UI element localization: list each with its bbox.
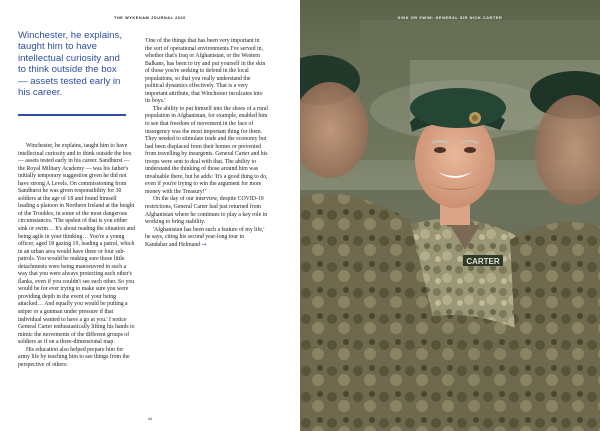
paragraph: Winchester, he explains, taught him to have intellectual curiosity and to think outside the box — assets tested early in his career. Sandhurst — the Royal Military Academy — was his father's initially temporary suggestion given he did not have strong A Levels. On commissioning from Sandhurst he was given responsibility for 30 soldiers at the age of 18 and found himself leading a platoon in Northern Ireland at the height of the Troubles, in some of the most dangerous circumstances. 'The upshot of that is you either sink or swim… It's about reading the situation and being agile in your thinking… You're a young officer, aged 18 gazing 19, leading a patrol, which in an urban area would have three or four sub-patrols. You would be making sure those little detachments were being manoeuvred in such a way that you were always protecting each other's flanks, even if you couldn't see each other. So you would be for ever trying to make sure you were providing depth in the event of your being attacked… And equally you would be putting a sniper or a gunman under pressure if that individual wanted to have a go at you.' I notice General Carter enthusiastically lifting his hands to mimic the movements of the different groups of soldiers as if on a three-dimensional map. xyxy=(18,143,135,346)
body-column-1 xyxy=(18,143,135,369)
photo-general-with-soldiers xyxy=(300,0,600,431)
pull-quote-rule xyxy=(18,114,126,116)
body-column-2 xyxy=(145,38,268,249)
paragraph: His education also helped prepare him for army life by teaching him to see things from the perspective of others: xyxy=(18,346,130,368)
paragraph: On the day of our interview, despite COVID-19 restrictions, General Carter had just returned from Afghanistan where he continues to play a key role in working to bring stability. xyxy=(145,196,268,226)
paragraph-continues: 'Afghanistan has been such a feature of my life,' he says, citing his second year-long tour in Kandahar and Helmand → xyxy=(145,226,265,248)
running-head-right: SINK OR SWIM: GENERAL SIR NICK CARTER xyxy=(397,16,503,20)
paragraph: 'One of the things that has been very important in the sort of operational environments I've served in, whether that's Iraq or Afghanistan, or the Western Balkans, has been to try and put yourself in the skin of those you're seeking to defend in the local populations, so that you really understand the political dynamics effectively. That is a very important attribute, that Winchester inculcates into its boys.' xyxy=(145,38,266,105)
paragraph: The ability to put himself into the shoes of a rural population in Afghanistan, for example, enabled him to see that freedom of movement in the face of insurgency was the most important thing for them. They needed to stimulate trade and the economy but had been displaced from their homes or prevented from travelling by insurgents. General Carter and his troops were sent to deal with that. The ability to understand the thinking of those around him was invaluable there, but he adds: 'It's a good thing to do, even if you're trying to win the argument for more money with the Treasury!' xyxy=(145,105,268,195)
running-head-left: THE WYKEHAM JOURNAL 2020 xyxy=(114,16,186,20)
pull-quote: Winchester, he explains, taught him to have intellectual curiosity and to think outside the box — assets tested early in his career. xyxy=(18,30,122,99)
name-tape: CARTER xyxy=(466,257,500,266)
continue-arrow-icon[interactable]: → xyxy=(201,241,207,248)
page-number: 44 xyxy=(147,416,153,421)
right-page xyxy=(300,0,600,431)
